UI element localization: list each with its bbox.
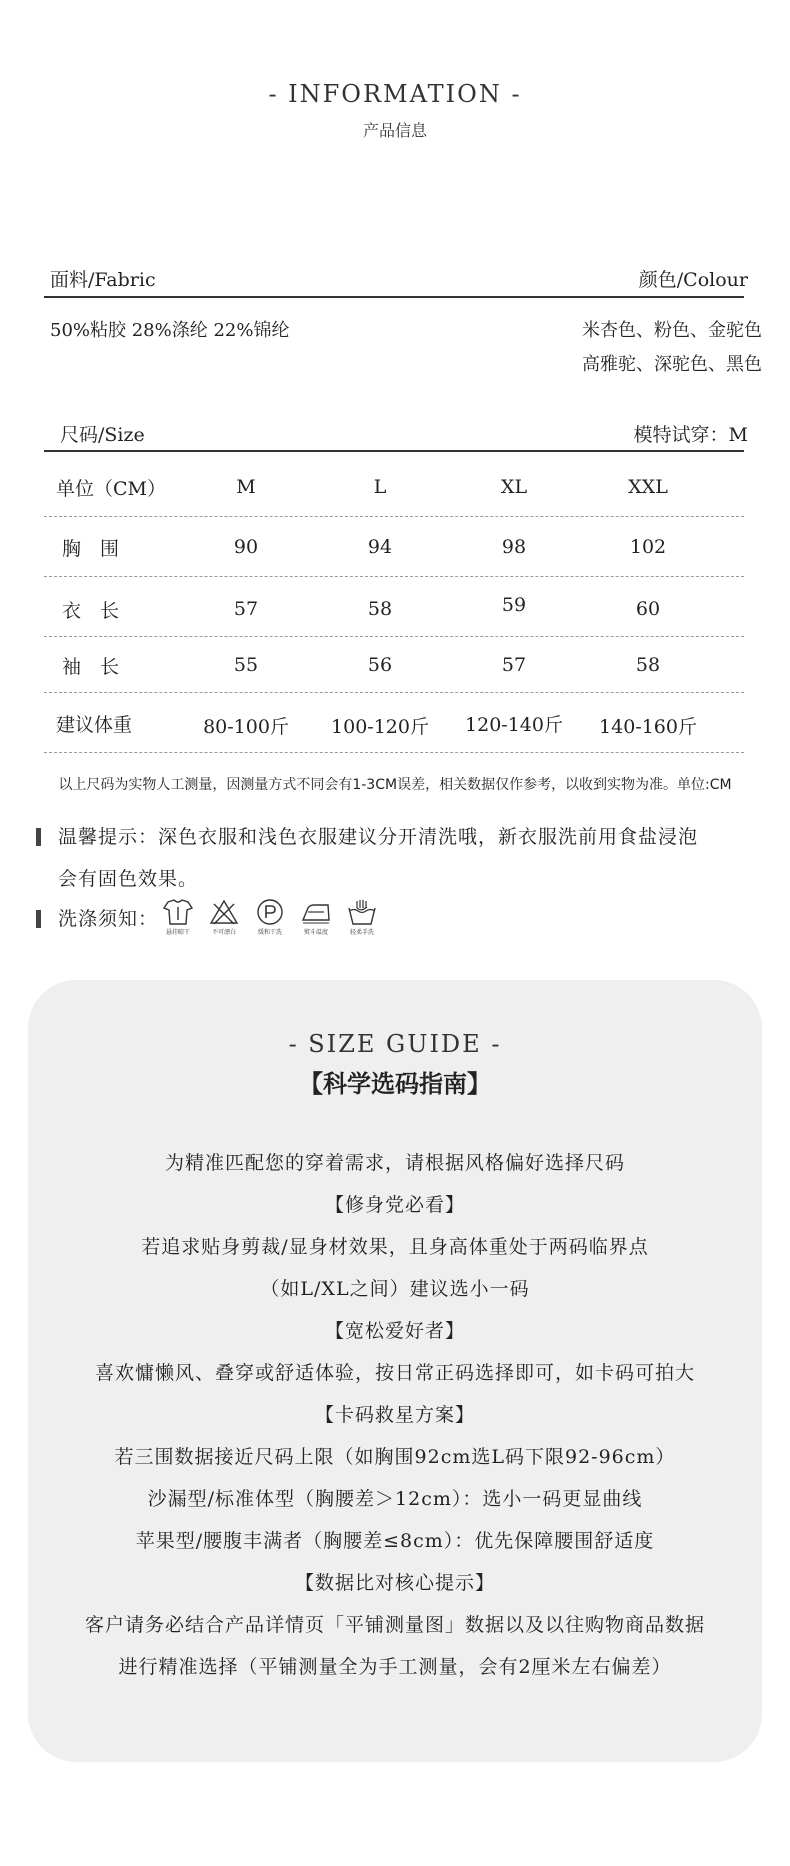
table-row-label: 胸 围 xyxy=(62,538,120,560)
table-divider xyxy=(44,576,744,577)
guide-line: 客户请务必结合产品详情页「平铺测量图」数据以及以往购物商品数据 xyxy=(84,1614,705,1636)
table-divider xyxy=(44,636,744,637)
info-subtitle: 产品信息 xyxy=(362,121,427,140)
warm-tip-line-2: 会有固色效果。 xyxy=(58,868,199,890)
table-cell: 140-160斤 xyxy=(599,716,697,738)
guide-line: 进行精准选择（平铺测量全为手工测量，会有2厘米左右偏差） xyxy=(118,1656,672,1678)
table-cell: 90 xyxy=(233,536,259,558)
table-cell: 100-120斤 xyxy=(331,716,429,738)
fabric-label: 面料/Fabric xyxy=(50,269,156,291)
table-cell: 58 xyxy=(367,598,393,620)
table-divider xyxy=(44,692,744,693)
table-cell: 58 xyxy=(635,654,661,676)
measurement-note: 以上尺码为实物人工测量，因测量方式不同会有1-3CM误差，相关数据仅作参考，以收到实物为准。单位:CM xyxy=(58,777,732,793)
size-divider xyxy=(44,450,744,452)
guide-heading: 【数据比对核心提示】 xyxy=(294,1572,495,1594)
guide-heading: 【宽松爱好者】 xyxy=(324,1320,465,1342)
no-bleach-icon xyxy=(208,898,240,926)
size-guide-title: - SIZE GUIDE - xyxy=(288,1030,502,1058)
table-cell: 80-100斤 xyxy=(203,716,289,738)
table-cell: 60 xyxy=(635,598,661,620)
tip-marker xyxy=(36,828,41,846)
care-caption: 轻柔手洗 xyxy=(349,929,374,936)
table-divider xyxy=(44,516,744,517)
wash-label: 洗涤须知： xyxy=(58,908,159,930)
hand-wash-icon xyxy=(346,898,378,926)
care-caption: 不可漂白 xyxy=(211,929,236,936)
info-title: - INFORMATION - xyxy=(268,80,522,108)
table-cell: 120-140斤 xyxy=(465,714,563,736)
dry-clean-p-icon xyxy=(254,898,286,926)
guide-line: 若追求贴身剪裁/显身材效果，且身高体重处于两码临界点 xyxy=(141,1236,649,1258)
colour-label: 颜色/Colour xyxy=(638,269,748,291)
care-caption: 悬挂晾干 xyxy=(165,929,190,936)
table-row-label: 袖 长 xyxy=(62,656,120,678)
wash-marker xyxy=(36,910,41,928)
table-cell: 98 xyxy=(501,536,527,558)
guide-line: 苹果型/腰腹丰满者（胸腰差≤8cm）：优先保障腰围舒适度 xyxy=(135,1530,655,1552)
size-guide-subtitle: 【科学选码指南】 xyxy=(299,1069,491,1098)
warm-tip-line-1: 温馨提示：深色衣服和浅色衣服建议分开清洗哦，新衣服洗前用食盐浸泡 xyxy=(58,826,699,848)
care-item xyxy=(340,898,384,936)
table-cell: 102 xyxy=(629,536,667,558)
table-cell: 59 xyxy=(501,594,527,616)
care-caption: 缓和干洗 xyxy=(257,929,282,936)
table-cell: 94 xyxy=(367,536,393,558)
care-item xyxy=(294,898,338,936)
table-row-label: 衣 长 xyxy=(62,600,120,622)
model-note: 模特试穿：M xyxy=(633,424,748,446)
table-header-l: L xyxy=(373,476,387,498)
table-row-label: 建议体重 xyxy=(56,714,133,736)
guide-heading: 【修身党必看】 xyxy=(324,1194,465,1216)
guide-line: 若三围数据接近尺码上限（如胸围92cm选L码下限92-96cm） xyxy=(114,1446,676,1468)
colours-line-2: 高雅驼、深驼色、黑色 xyxy=(582,354,762,375)
guide-line: 沙漏型/标准体型（胸腰差＞12cm）：选小一码更显曲线 xyxy=(147,1488,643,1510)
table-header-xxl: XXL xyxy=(628,476,668,498)
fabric-divider xyxy=(44,296,744,298)
table-divider xyxy=(44,752,744,753)
guide-line: 为精准匹配您的穿着需求，请根据风格偏好选择尺码 xyxy=(164,1152,625,1174)
table-header-m: M xyxy=(236,476,256,498)
table-cell: 57 xyxy=(233,598,259,620)
care-item xyxy=(248,898,292,936)
care-item xyxy=(202,898,246,936)
hang-dry-icon xyxy=(162,898,194,926)
fabric-value: 50%粘胶 28%涤纶 22%锦纶 xyxy=(50,320,290,341)
table-header-unit: 单位（CM） xyxy=(56,478,166,500)
table-cell: 55 xyxy=(233,654,259,676)
table-cell: 57 xyxy=(501,654,527,676)
size-label: 尺码/Size xyxy=(60,424,145,446)
care-caption: 熨斗温度 xyxy=(303,929,328,936)
care-item xyxy=(156,898,200,936)
table-header-xl: XL xyxy=(500,476,528,498)
guide-heading: 【卡码救星方案】 xyxy=(314,1404,475,1426)
colours-line-1: 米杏色、粉色、金驼色 xyxy=(582,320,762,341)
guide-line: 喜欢慵懒风、叠穿或舒适体验，按日常正码选择即可，如卡码可拍大 xyxy=(94,1362,695,1384)
table-cell: 56 xyxy=(367,654,393,676)
iron-icon xyxy=(300,898,332,926)
guide-line: （如L/XL之间）建议选小一码 xyxy=(260,1278,530,1300)
